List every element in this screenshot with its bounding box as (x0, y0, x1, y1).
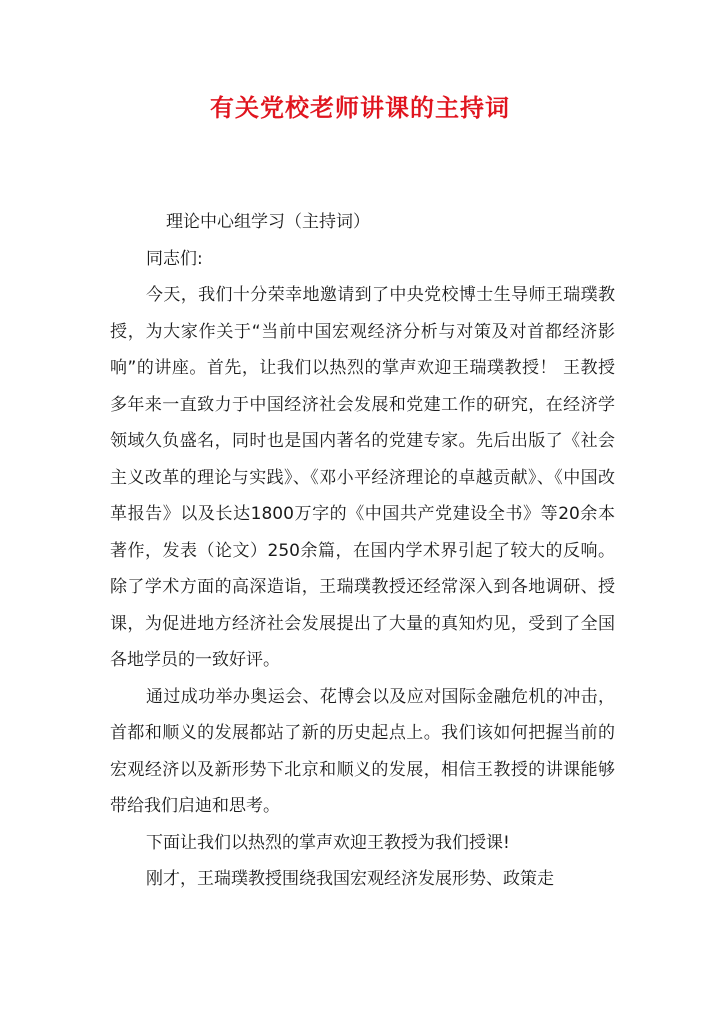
document-body (110, 204, 615, 898)
paragraph-closing: 刚才，王瑞璞教授围绕我国宏观经济发展形势、政策走 (146, 869, 554, 889)
document-title: 有关党校老师讲课的主持词 (210, 93, 510, 122)
paragraph-salutation: 同志们: (146, 248, 203, 269)
paragraph-context: 通过成功举办奥运会、花博会以及应对国际金融危机的冲击，首都和顺义的发展都站了新的历史起点上。我们该如何把握当前的宏观经济以及新形势下北京和顺义的发展，相信王教授的讲课能够带给我们启迪和思考。 (110, 686, 615, 816)
paragraph-introduction: 今天，我们十分荣幸地邀请到了中央党校博士生导师王瑞璞教授，为大家作关于“当前中国宏观经济分析与对策及对首都经济影响”的讲座。首先，让我们以热烈的掌声欢迎王瑞璞教授！ 王教授多年来一直致力于中国经济社会发展和党建工作的研究，在经济学领域久负盛名，同时也是国内著名的党建专家。先后出版了《社会主义改革的理论与实践》、《邓小平经济理论的卓越贡献》、《中国改革报告》以及长达1800万字的《中国共产党建设全书》等20余本著作，发表（论文）250余篇，在国内学术界引起了较大的反响。除了学术方面的高深造诣，王瑞璞教授还经常深入到各地调研、授课，为促进地方经济社会发展提出了大量的真知灼见，受到了全国各地学员的一致好评。 (110, 285, 615, 670)
paragraph-welcome: 下面让我们以热烈的掌声欢迎王教授为我们授课! (146, 832, 510, 853)
paragraph-subtitle: 理论中心组学习（主持词） (166, 212, 370, 232)
